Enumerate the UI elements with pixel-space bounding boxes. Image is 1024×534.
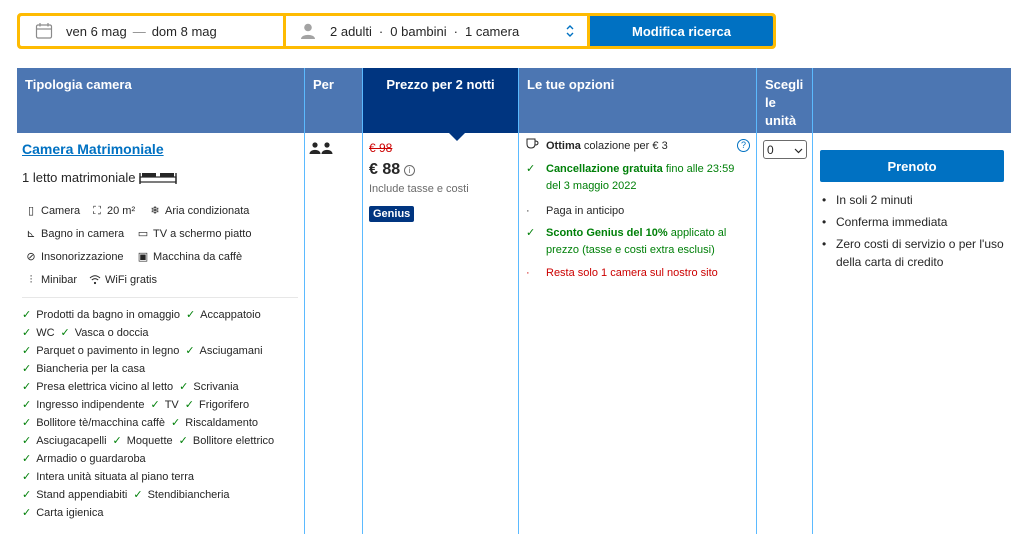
genius-badge: Genius bbox=[369, 206, 414, 222]
header-per: Per bbox=[305, 68, 362, 133]
bath-icon: ⊾ bbox=[26, 228, 36, 240]
amenity-size: ⛶ 20 m² bbox=[91, 205, 135, 217]
header-options: Le tue opzioni bbox=[519, 68, 756, 133]
facility-row: ✓ Parquet o pavimento in legno ✓ Asciugamani bbox=[22, 345, 263, 357]
scarcity-message: · Resta solo 1 camera sul nostro sito bbox=[526, 267, 718, 279]
size-icon: ⛶ bbox=[93, 205, 101, 217]
facility-row: ✓ Ingresso indipendente ✓ TV ✓ Frigorifero bbox=[22, 399, 250, 411]
current-price: € 88 i bbox=[369, 161, 415, 179]
bed-info bbox=[22, 170, 177, 185]
options-cell bbox=[519, 133, 756, 534]
amenity-tv: ▭ TV a schermo piatto bbox=[137, 228, 252, 240]
guests-selector[interactable]: 2 adulti · 0 bambini · 1 camera bbox=[286, 16, 587, 46]
header-choose-units: Scegli le unità bbox=[757, 68, 812, 133]
check-icon: ✓ bbox=[526, 163, 536, 175]
taxes-note: Include tasse e costi bbox=[369, 183, 469, 195]
help-icon[interactable]: ? bbox=[737, 139, 750, 152]
booking-benefits bbox=[821, 191, 1006, 275]
person-icon bbox=[298, 21, 318, 41]
prepay-option: · Paga in anticipo bbox=[526, 205, 625, 217]
facility-row: ✓ Prodotti da bagno in omaggio ✓ Accappatoio bbox=[22, 309, 261, 321]
date-separator: — bbox=[132, 23, 146, 39]
free-cancellation: ✓ Cancellazione gratuita fino alle 23:59 del 3 maggio 2022 bbox=[526, 161, 741, 195]
info-icon[interactable]: i bbox=[404, 165, 415, 176]
facility-row: ✓ Biancheria per la casa bbox=[22, 363, 146, 375]
amenity-room: ▯ Camera bbox=[25, 205, 80, 217]
search-bar bbox=[17, 13, 776, 49]
rooms-count: 1 camera bbox=[464, 23, 520, 39]
chevron-down-icon bbox=[794, 143, 803, 157]
room-name-link[interactable]: Camera Matrimoniale bbox=[22, 141, 164, 157]
genius-discount: ✓ Sconto Genius del 10% applicato al prezzo (tasse e costi extra esclusi) bbox=[526, 225, 741, 259]
check-icon: ✓ bbox=[526, 227, 536, 239]
tv-icon: ▭ bbox=[137, 228, 149, 240]
amenity-minibar: ⫶ Minibar bbox=[25, 274, 77, 286]
facility-row: ✓ Bollitore tè/macchina caffè ✓ Riscaldamento bbox=[22, 417, 259, 429]
rooms-table bbox=[17, 68, 1011, 534]
modify-search-button[interactable]: Modifica ricerca bbox=[590, 16, 773, 46]
children-count: 0 bambini bbox=[390, 23, 447, 39]
book-button[interactable]: Prenoto bbox=[820, 150, 1004, 182]
room-icon: ▯ bbox=[27, 205, 35, 217]
benefit-item: • Zero costi di servizio o per l'uso della carta di credito bbox=[821, 235, 1006, 271]
date-picker[interactable] bbox=[20, 16, 283, 46]
original-price: € 98 bbox=[369, 141, 393, 155]
facility-row: ✓ Asciugacapelli ✓ Moquette ✓ Bollitore elettrico bbox=[22, 435, 275, 447]
adults-count: 2 adulti bbox=[330, 23, 372, 39]
header-price: Prezzo per 2 notti bbox=[363, 68, 518, 133]
facility-row: ✓ Stand appendiabiti ✓ Stendibiancheria bbox=[22, 489, 230, 501]
breakfast-option: Ottima colazione per € 3 bbox=[526, 138, 668, 155]
updown-chevron-icon bbox=[565, 23, 575, 42]
header-room-type: Tipologia camera bbox=[17, 68, 304, 133]
benefit-item: • In soli 2 minuti bbox=[821, 191, 1006, 209]
benefit-item: • Conferma immediata bbox=[821, 213, 1006, 231]
facility-row: ✓ Armadio o guardaroba bbox=[22, 453, 146, 465]
coffee-machine-icon: ▣ bbox=[137, 251, 149, 263]
facility-row: ✓ Presa elettrica vicino al letto ✓ Scrivania bbox=[22, 381, 239, 393]
checkout-date: dom 8 mag bbox=[151, 23, 217, 39]
checkin-date: ven 6 mag bbox=[66, 23, 127, 39]
price-cell bbox=[363, 133, 518, 534]
facility-row: ✓ Intera unità situata al piano terra bbox=[22, 471, 194, 483]
divider bbox=[22, 297, 298, 298]
amenity-bathroom: ⊾ Bagno in camera bbox=[26, 228, 125, 240]
bed-label: 1 letto matrimoniale bbox=[22, 170, 136, 185]
occupancy-icon bbox=[309, 142, 333, 157]
double-bed-icon bbox=[139, 171, 177, 185]
soundproof-icon: ⊘ bbox=[26, 251, 36, 263]
amenity-wifi: WiFi gratis bbox=[89, 274, 157, 286]
snowflake-icon: ❄ bbox=[150, 205, 160, 217]
wifi-icon bbox=[89, 274, 101, 286]
facility-row: ✓ WC ✓ Vasca o doccia bbox=[22, 327, 149, 339]
coffee-cup-icon bbox=[526, 138, 546, 155]
facility-row: ✓ Carta igienica bbox=[22, 507, 104, 519]
room-type-cell bbox=[17, 133, 304, 534]
minibar-icon: ⫶ bbox=[29, 274, 33, 286]
units-select[interactable]: 0 bbox=[763, 140, 807, 159]
amenity-ac: ❄ Aria condizionata bbox=[150, 205, 250, 217]
amenity-coffee: ▣ Macchina da caffè bbox=[137, 251, 243, 263]
amenity-soundproof: ⊘ Insonorizzazione bbox=[26, 251, 124, 263]
header-empty bbox=[813, 68, 1011, 133]
calendar-icon bbox=[34, 21, 54, 41]
